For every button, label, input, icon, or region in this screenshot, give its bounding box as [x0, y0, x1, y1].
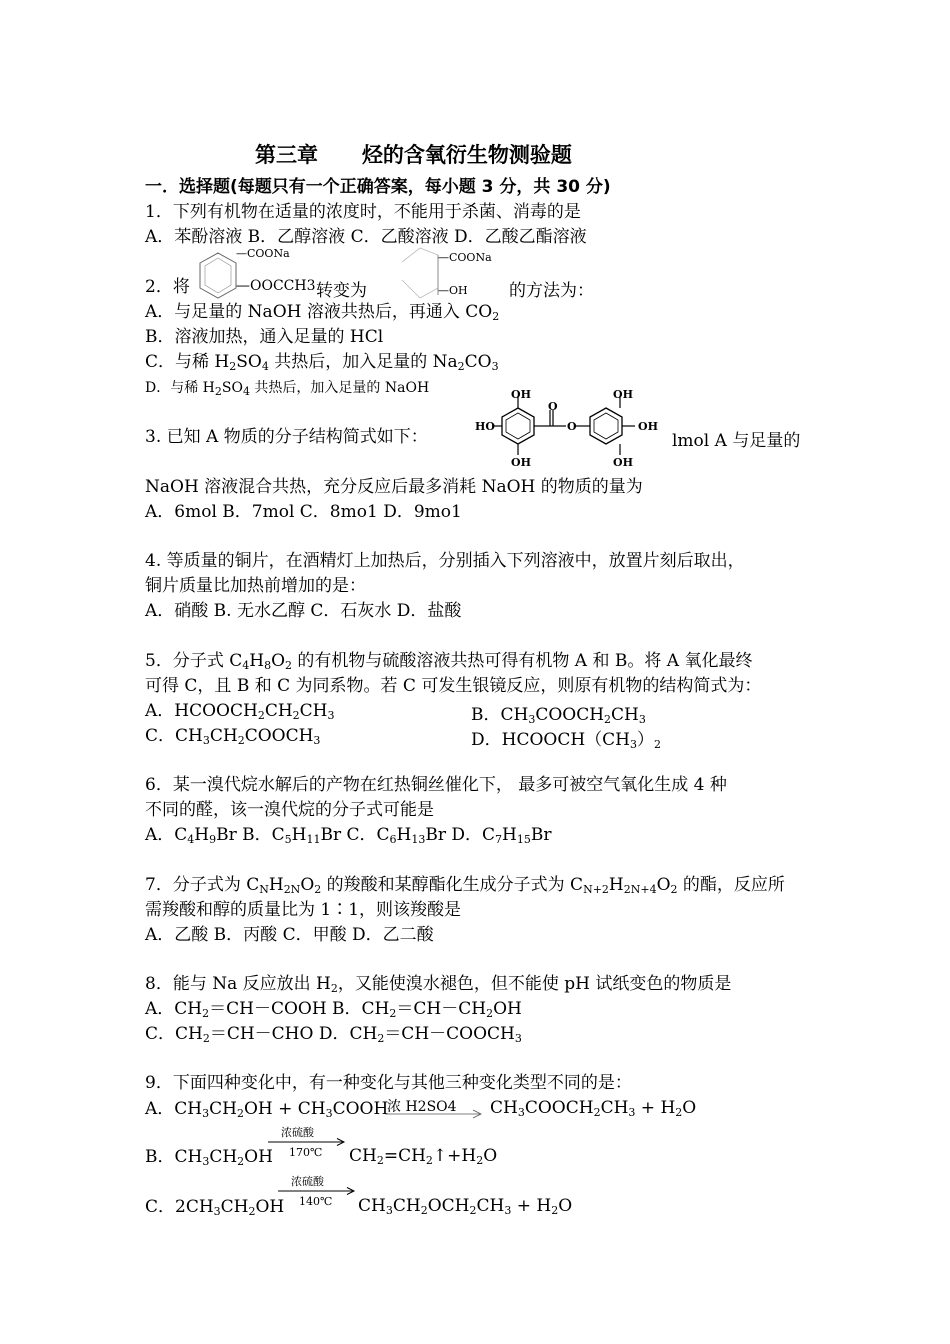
q9-option-c-cond-top: 浓硫酸	[291, 1175, 324, 1188]
q2-mol1-bottom: —OOCCH3	[236, 278, 316, 294]
q3-oh-bottom-left: OH	[511, 456, 531, 469]
q4-line2: 铜片质量比加热前增加的是：	[145, 576, 366, 596]
q5-option-c: C．$CH_3CH_2COOCH_3$	[145, 726, 321, 747]
q3-stem: 3. 已知 A 物质的分子结构简式如下：	[145, 427, 428, 447]
q9-option-c-right: $CH_3CH_2OCH_2CH_3 + H_2O$	[358, 1196, 573, 1217]
q6-options: A．$C_4H_9Br$ B．$C_5H_{11}Br$ C．$C_6H_{13}Br$ D．$C_7H_{15}Br$	[145, 825, 552, 846]
q6-line1: 6．某一溴代烷水解后的产物在红热铜丝催化下， 最多可被空气氧化生成 4 种	[145, 775, 727, 795]
q3-oh-top-right: OH	[613, 388, 633, 401]
q9-option-a-condition: 浓 H2SO4	[387, 1099, 457, 1115]
q3-ester-o: O	[567, 420, 577, 433]
q8-options-cd: C．$CH_2=CH-CHO$ D．$CH_2=CH-COOCH_3$	[145, 1024, 522, 1045]
q5-line1: 5．分子式 $C_4H_8O_2$ 的有机物与硫酸溶液共热可得有机物 A 和 B。将 A 氧化最终	[145, 651, 753, 672]
q3-ho-left: HO	[475, 420, 495, 433]
q6-line2: 不同的醛，该一溴代烷的分子式可能是	[145, 800, 434, 820]
q2-lead: 2．将	[145, 277, 190, 297]
q9-stem: 9．下面四种变化中，有一种变化与其他三种变化类型不同的是：	[145, 1073, 632, 1093]
q9-option-b-cond-bottom: 170℃	[289, 1146, 323, 1159]
q5-option-b: B．$CH_3COOCH_2CH_3$	[471, 705, 646, 726]
q9-option-a-left: A．$CH_3CH_2OH$ + $CH_3COOH$	[145, 1099, 389, 1120]
q7-options: A．乙酸 B．丙酸 C．甲酸 D．乙二酸	[145, 925, 434, 945]
q3-tail: lmol A 与足量的	[672, 431, 801, 451]
q2-option-b: B．溶液加热，通入足量的 HCl	[145, 327, 384, 347]
page-title: 第三章 烃的含氧衍生物测验题	[255, 143, 572, 167]
q1-options: A．苯酚溶液 B．乙醇溶液 C．乙酸溶液 D．乙酸乙酯溶液	[145, 227, 587, 247]
q5-option-d: D．$HCOOCH(CH_3)_2$	[471, 730, 662, 751]
q3-carbonyl-o: O	[548, 400, 558, 413]
q4-line1: 4. 等质量的铜片，在酒精灯上加热后，分别插入下列溶液中，放置片刻后取出，	[145, 551, 745, 571]
q4-options: A．硝酸 B. 无水乙醇 C．石灰水 D．盐酸	[145, 601, 462, 621]
q2-mol2-top: —COONa	[438, 251, 492, 264]
q3-options: A．6mol B．7mol C．8mo1 D．9mo1	[145, 502, 462, 522]
q9-option-b-left: B．$CH_3CH_2OH$	[145, 1147, 273, 1168]
q8-stem: 8．能与 Na 反应放出 $H_2$，又能使溴水褪色，但不能使 pH 试纸变色的物质是	[145, 974, 732, 995]
q2-option-a: A．与足量的 NaOH 溶液共热后，再通入 $CO_2$	[145, 302, 500, 323]
q9-option-c-cond-bottom: 140℃	[299, 1195, 333, 1208]
q2-tail: 的方法为：	[509, 281, 594, 301]
q2-option-d: D．与稀 $H_2SO_4$ 共热后，加入足量的 NaOH	[145, 380, 430, 398]
section-heading: 一．选择题(每题只有一个正确答案，每小题 3 分，共 30 分)	[145, 177, 611, 197]
q9-option-b-cond-top: 浓硫酸	[281, 1126, 314, 1139]
q9-option-a-right: $CH_3COOCH_2CH_3 + H_2O$	[490, 1098, 697, 1119]
q2-mid: 转变为	[316, 281, 367, 301]
q3-oh-right: OH	[638, 420, 658, 433]
q3-oh-top-left: OH	[511, 388, 531, 401]
q9-a-arrow-icon	[385, 1110, 485, 1120]
q9-option-c-left: C．$2CH_3CH_2OH$	[145, 1197, 285, 1218]
q2-mol2-bottom: —OH	[438, 284, 468, 297]
q1-stem: 1．下列有机物在适量的浓度时，不能用于杀菌、消毒的是	[145, 202, 581, 222]
q2-option-c: C．与稀 $H_2SO_4$ 共热后，加入足量的 $Na_2CO_3$	[145, 352, 499, 373]
q7-line2: 需羧酸和醇的质量比为 1∶1，则该羧酸是	[145, 900, 462, 920]
q2-mol1-top: —COONa	[236, 247, 290, 260]
q5-option-a: A．$HCOOCH_2CH_2CH_3$	[145, 701, 335, 722]
q3-line2: NaOH 溶液混合共热，充分反应后最多消耗 NaOH 的物质的量为	[145, 477, 643, 497]
q5-line2: 可得 C，且 B 和 C 为同系物。若 C 可发生银镜反应，则原有机物的结构简式为：	[145, 676, 762, 696]
q9-option-b-right: $CH_2=CH_2↑+H_2O$	[349, 1146, 498, 1167]
q3-oh-bottom-right: OH	[613, 456, 633, 469]
q7-line1: 7．分子式为 $C_NH_{2N}O_2$ 的羧酸和某醇酯化生成分子式为 $C_{N+2}H_{2N+4}O_2$ 的酯，反应所	[145, 875, 785, 896]
q8-options-ab: A．$CH_2=CH-COOH$ B．$CH_2=CH-CH_2OH$	[145, 999, 522, 1020]
